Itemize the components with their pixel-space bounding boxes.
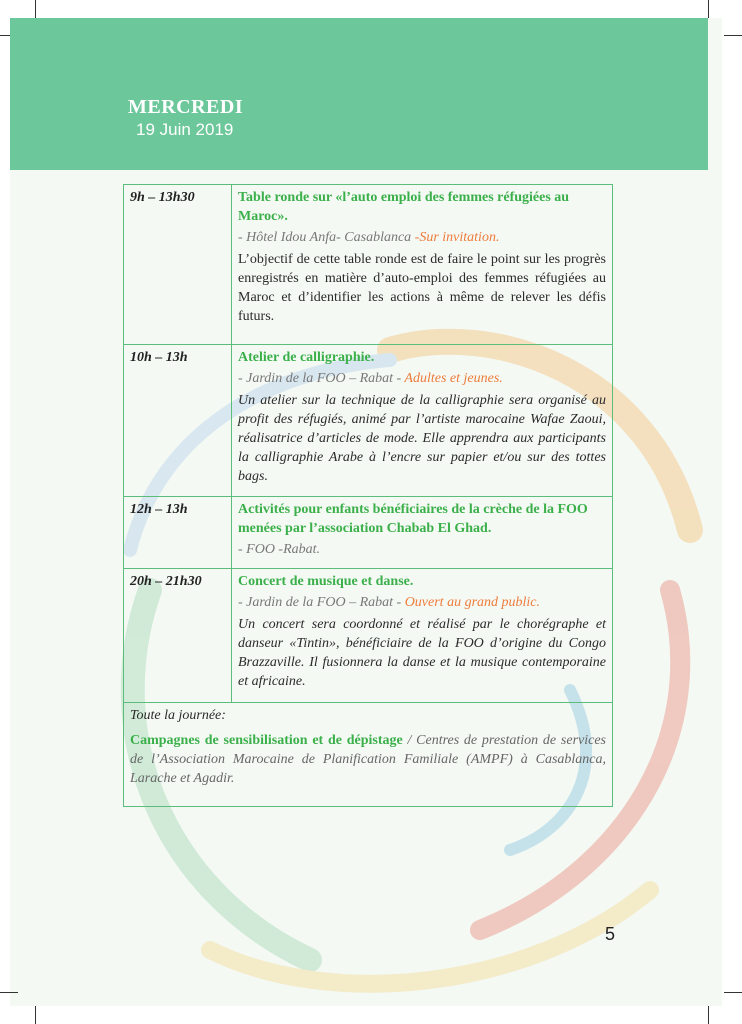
event-audience: -Sur invitation. bbox=[414, 230, 500, 245]
crop-mark bbox=[35, 1006, 36, 1024]
event-description: L’objectif de cette table ronde est de faire le point sur les progrès enregistrés en matière d’auto-emploi des femmes réfugiées au Maroc et d’identifier les actions à même de relever les défis futurs. bbox=[238, 252, 606, 324]
event-title: Atelier de calligraphie. bbox=[238, 350, 375, 365]
all-day-cell bbox=[124, 703, 613, 807]
event-title: Table ronde sur «l’auto emploi des femmes réfugiées au Maroc». bbox=[238, 190, 570, 224]
event-location-line bbox=[238, 228, 606, 247]
schedule-table bbox=[123, 184, 613, 807]
all-day-text: Centres de prestation de services de l’Association Marocaine de Planification Familiale (AMPF) à Casablanca, Larache et Agadir. bbox=[130, 733, 606, 786]
day-title: MERCREDI bbox=[128, 96, 244, 118]
header-banner bbox=[10, 18, 708, 170]
table-row bbox=[124, 497, 613, 569]
event-location-line bbox=[238, 593, 606, 612]
crop-mark bbox=[724, 992, 742, 993]
event-audience: Ouvert au grand public. bbox=[404, 595, 541, 610]
date-subtitle: 19 Juin 2019 bbox=[136, 120, 234, 139]
event-cell bbox=[232, 569, 613, 703]
event-location-line bbox=[238, 369, 606, 388]
all-day-label: Toute la journée: bbox=[130, 708, 226, 723]
crop-mark bbox=[0, 992, 18, 993]
event-cell bbox=[232, 497, 613, 569]
page-number: 5 bbox=[605, 924, 616, 944]
time-cell: 20h – 21h30 bbox=[124, 569, 232, 703]
event-cell bbox=[232, 345, 613, 497]
table-row bbox=[124, 345, 613, 497]
time-cell: 12h – 13h bbox=[124, 497, 232, 569]
event-location: - Jardin de la FOO – Rabat - bbox=[238, 595, 405, 610]
table-row bbox=[124, 569, 613, 703]
all-day-separator: / bbox=[402, 733, 417, 748]
event-location: - FOO -Rabat. bbox=[238, 542, 321, 557]
event-audience: Adultes et jeunes. bbox=[404, 371, 503, 386]
event-description: Un concert sera coordonné et réalisé par le chorégraphe et danseur «Tintin», bénéficiaire de la FOO d’origine du Congo Brazzaville. Il fusionnera la danse et la musique contemporaine et africaine. bbox=[238, 617, 606, 689]
crop-mark bbox=[708, 0, 709, 18]
event-title: Concert de musique et danse. bbox=[238, 574, 414, 589]
event-cell bbox=[232, 185, 613, 345]
all-day-title: Campagnes de sensibilisation et de dépistage bbox=[130, 733, 403, 748]
crop-mark bbox=[708, 1006, 709, 1024]
event-location-line bbox=[238, 540, 606, 559]
event-location: - Jardin de la FOO – Rabat - bbox=[238, 371, 405, 386]
crop-mark bbox=[724, 35, 742, 36]
table-row-all-day bbox=[124, 703, 613, 807]
crop-mark bbox=[35, 0, 36, 18]
all-day-description bbox=[130, 731, 606, 788]
table-row bbox=[124, 185, 613, 345]
event-title: Activités pour enfants bénéficiaires de la crèche de la FOO menées par l’association Chabab El Ghad. bbox=[238, 502, 588, 536]
event-location: - Hôtel Idou Anfa- Casablanca bbox=[238, 230, 415, 245]
time-cell: 9h – 13h30 bbox=[124, 185, 232, 345]
event-description: Un atelier sur la technique de la calligraphie sera organisé au profit des réfugiés, animé par l’artiste marocaine Wafae Zaoui, réalisatrice d’articles de mode. Elle apprendra aux participants la calligraphie Arabe à l’encre sur papier et/ou sur des tottes bags. bbox=[238, 393, 606, 484]
time-cell: 10h – 13h bbox=[124, 345, 232, 497]
